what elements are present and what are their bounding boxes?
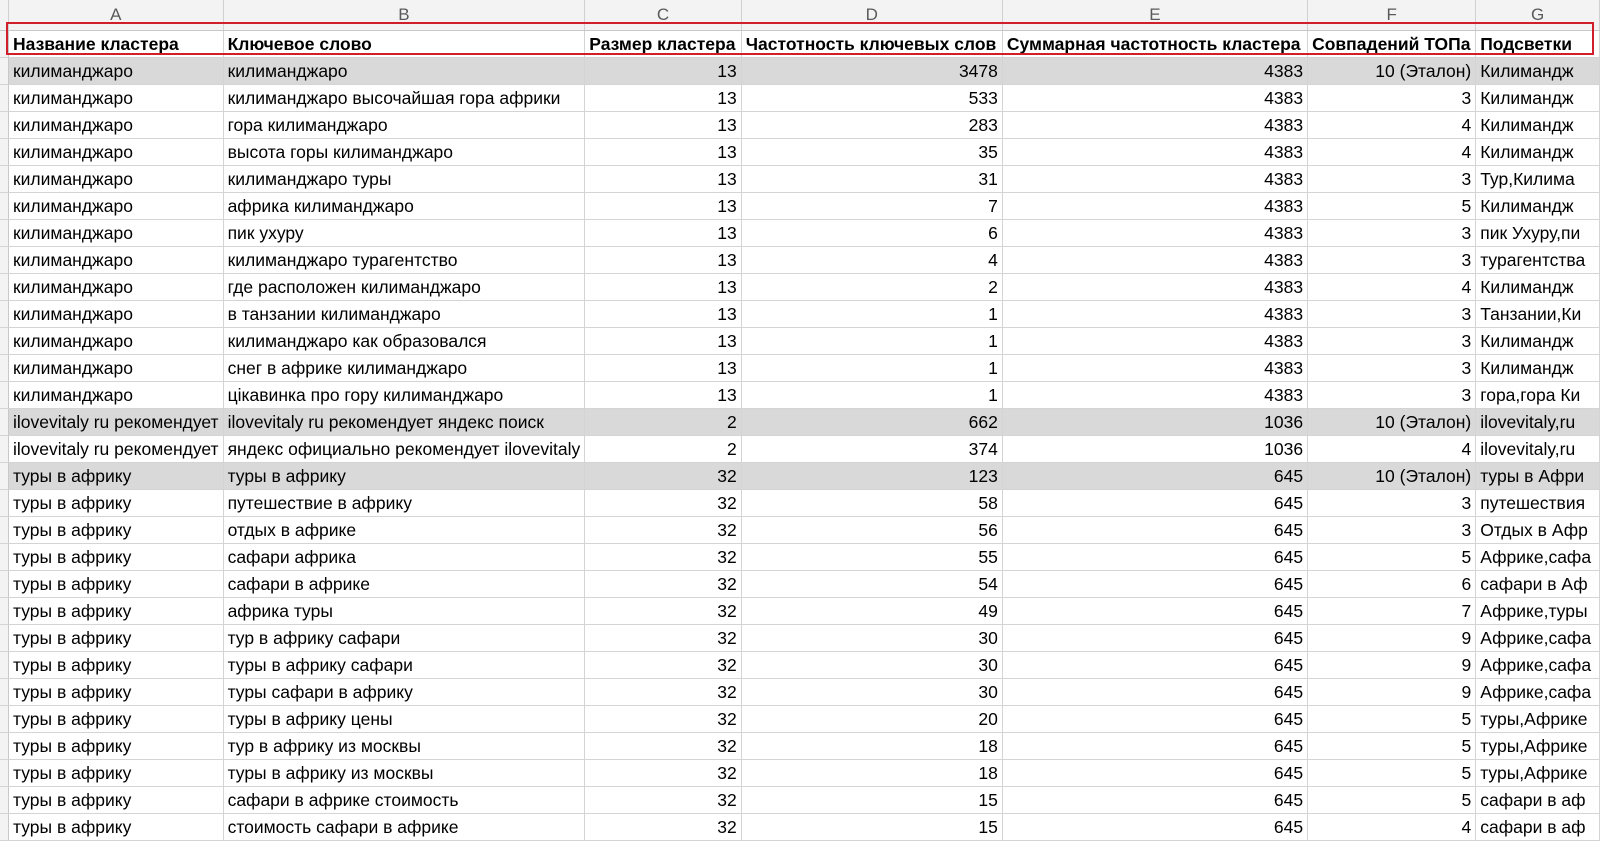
table-cell[interactable]: 4383: [1002, 139, 1307, 166]
table-cell[interactable]: сафари в аф: [1476, 814, 1600, 841]
header-cell[interactable]: Частотность ключевых слов: [741, 31, 1002, 58]
table-row: [0, 760, 1600, 787]
table-cell[interactable]: 3: [1308, 328, 1476, 355]
table-cell[interactable]: 645: [1002, 733, 1307, 760]
table-row: [0, 355, 1600, 382]
table-row: [0, 166, 1600, 193]
table-cell[interactable]: 9: [1308, 625, 1476, 652]
row-number[interactable]: [0, 247, 9, 274]
table-cell[interactable]: 4383: [1002, 193, 1307, 220]
table-cell[interactable]: килиманджаро: [9, 193, 224, 220]
table-cell[interactable]: 645: [1002, 598, 1307, 625]
table-cell[interactable]: килиманджаро туры: [223, 166, 585, 193]
table-row: [0, 544, 1600, 571]
table-cell[interactable]: в танзании килиманджаро: [223, 301, 585, 328]
table-cell[interactable]: африка туры: [223, 598, 585, 625]
table-cell[interactable]: туры в африку: [9, 517, 224, 544]
table-cell[interactable]: килиманджаро: [9, 301, 224, 328]
table-cell[interactable]: 4383: [1002, 382, 1307, 409]
table-cell[interactable]: 3: [1308, 382, 1476, 409]
row-number-header[interactable]: [0, 31, 9, 58]
table-cell[interactable]: туры в африку: [9, 679, 224, 706]
table-cell[interactable]: килиманджаро: [9, 112, 224, 139]
table-cell[interactable]: Африке,сафа: [1476, 652, 1600, 679]
row-number[interactable]: [0, 652, 9, 679]
table-cell[interactable]: 1: [741, 355, 1002, 382]
table-cell[interactable]: килиманджаро: [9, 355, 224, 382]
table-cell[interactable]: туры в африку: [9, 625, 224, 652]
table-cell[interactable]: 13: [585, 139, 741, 166]
table-cell[interactable]: Килимандж: [1476, 328, 1600, 355]
table-cell[interactable]: 30: [741, 679, 1002, 706]
table-cell[interactable]: 10 (Эталон): [1308, 463, 1476, 490]
table-cell[interactable]: 15: [741, 814, 1002, 841]
table-cell[interactable]: 3: [1308, 247, 1476, 274]
table-cell[interactable]: 662: [741, 409, 1002, 436]
column-header-c[interactable]: C: [585, 0, 741, 31]
table-cell[interactable]: Африке,туры: [1476, 598, 1600, 625]
table-cell[interactable]: килиманджаро: [9, 382, 224, 409]
table-cell[interactable]: отдых в африке: [223, 517, 585, 544]
table-cell[interactable]: туры в африку: [9, 706, 224, 733]
table-cell[interactable]: Килимандж: [1476, 58, 1600, 85]
table-cell[interactable]: 1: [741, 382, 1002, 409]
table-cell[interactable]: 645: [1002, 706, 1307, 733]
column-header-d[interactable]: D: [741, 0, 1002, 31]
table-cell[interactable]: 4383: [1002, 301, 1307, 328]
table-cell[interactable]: туры,Африке: [1476, 760, 1600, 787]
table-cell[interactable]: 15: [741, 787, 1002, 814]
table-row: [0, 220, 1600, 247]
table-cell[interactable]: Африке,сафа: [1476, 544, 1600, 571]
table-cell[interactable]: туры в африку: [9, 544, 224, 571]
table-row: [0, 814, 1600, 841]
table-cell[interactable]: стоимость сафари в африке: [223, 814, 585, 841]
table-row: [0, 517, 1600, 544]
table-cell[interactable]: туры в африку: [9, 571, 224, 598]
select-all-corner[interactable]: [0, 0, 9, 31]
table-cell[interactable]: 32: [585, 679, 741, 706]
table-cell[interactable]: 4383: [1002, 274, 1307, 301]
column-header-g[interactable]: G: [1476, 0, 1600, 31]
row-number[interactable]: [0, 625, 9, 652]
table-row: [0, 274, 1600, 301]
table-cell[interactable]: 54: [741, 571, 1002, 598]
table-cell[interactable]: 13: [585, 193, 741, 220]
table-row-etalon: [0, 463, 1600, 490]
table-cell[interactable]: туры в африку: [9, 733, 224, 760]
row-number[interactable]: [0, 706, 9, 733]
table-cell[interactable]: ilovevitaly,ru: [1476, 409, 1600, 436]
table-cell[interactable]: 374: [741, 436, 1002, 463]
table-cell[interactable]: туры в африку: [9, 463, 224, 490]
column-header-f[interactable]: F: [1308, 0, 1476, 31]
table-cell[interactable]: 32: [585, 814, 741, 841]
row-number[interactable]: [0, 760, 9, 787]
header-cell[interactable]: Подсветки: [1476, 31, 1600, 58]
table-cell[interactable]: 283: [741, 112, 1002, 139]
row-number[interactable]: [0, 166, 9, 193]
table-cell[interactable]: путешествие в африку: [223, 490, 585, 517]
table-cell[interactable]: 645: [1002, 571, 1307, 598]
table-cell[interactable]: туры в африку: [223, 463, 585, 490]
table-cell[interactable]: 13: [585, 247, 741, 274]
table-cell[interactable]: цікавинка про гору килиманджаро: [223, 382, 585, 409]
table-cell[interactable]: туры,Африке: [1476, 706, 1600, 733]
row-number[interactable]: [0, 139, 9, 166]
table-cell[interactable]: 58: [741, 490, 1002, 517]
table-row: [0, 247, 1600, 274]
row-number[interactable]: [0, 436, 9, 463]
table-cell[interactable]: туры в африку: [9, 787, 224, 814]
table-cell[interactable]: 30: [741, 625, 1002, 652]
table-cell[interactable]: 18: [741, 733, 1002, 760]
table-cell[interactable]: Килимандж: [1476, 274, 1600, 301]
table-row: [0, 382, 1600, 409]
table-cell[interactable]: гора килиманджаро: [223, 112, 585, 139]
table-cell[interactable]: килиманджаро: [9, 220, 224, 247]
header-cell[interactable]: Размер кластера: [585, 31, 741, 58]
table-row-etalon: [0, 58, 1600, 85]
table-cell[interactable]: 3: [1308, 301, 1476, 328]
table-cell[interactable]: 32: [585, 544, 741, 571]
table-cell[interactable]: 3: [1308, 490, 1476, 517]
table-cell[interactable]: 1: [741, 328, 1002, 355]
table-cell[interactable]: 533: [741, 85, 1002, 112]
table-cell[interactable]: килиманджаро: [9, 85, 224, 112]
table-cell[interactable]: 13: [585, 382, 741, 409]
table-cell[interactable]: пик ухуру: [223, 220, 585, 247]
table-cell[interactable]: килиманджаро как образовался: [223, 328, 585, 355]
table-header-row: [0, 31, 1600, 58]
table-cell[interactable]: килиманджаро высочайшая гора африки: [223, 85, 585, 112]
column-header-e[interactable]: E: [1002, 0, 1307, 31]
table-cell[interactable]: 5: [1308, 733, 1476, 760]
table-cell[interactable]: 32: [585, 625, 741, 652]
table-cell[interactable]: 30: [741, 652, 1002, 679]
table-cell[interactable]: 55: [741, 544, 1002, 571]
row-number[interactable]: [0, 382, 9, 409]
table-cell[interactable]: 3: [1308, 517, 1476, 544]
table-cell[interactable]: тур в африку из москвы: [223, 733, 585, 760]
table-cell[interactable]: 3: [1308, 355, 1476, 382]
table-cell[interactable]: килиманджаро: [9, 58, 224, 85]
table-cell[interactable]: килиманджаро: [9, 166, 224, 193]
row-number[interactable]: [0, 301, 9, 328]
table-cell[interactable]: 10 (Эталон): [1308, 58, 1476, 85]
table-cell[interactable]: ilovevitaly ru рекомендует яндекс поиск: [223, 409, 585, 436]
table-row-etalon: [0, 409, 1600, 436]
table-cell[interactable]: яндекс официально рекомендует ilovevitaly: [223, 436, 585, 463]
table-cell[interactable]: пик Ухуру,пи: [1476, 220, 1600, 247]
table-cell[interactable]: Килимандж: [1476, 85, 1600, 112]
table-cell[interactable]: 13: [585, 328, 741, 355]
table-cell[interactable]: 4: [1308, 139, 1476, 166]
table-cell[interactable]: 10 (Эталон): [1308, 409, 1476, 436]
table-cell[interactable]: 645: [1002, 463, 1307, 490]
table-cell[interactable]: 6: [741, 220, 1002, 247]
table-cell[interactable]: 5: [1308, 760, 1476, 787]
header-cell[interactable]: Ключевое слово: [223, 31, 585, 58]
row-number[interactable]: [0, 274, 9, 301]
table-cell[interactable]: 7: [741, 193, 1002, 220]
table-cell[interactable]: 32: [585, 706, 741, 733]
table-row: [0, 706, 1600, 733]
table-cell[interactable]: 7: [1308, 598, 1476, 625]
table-cell[interactable]: 18: [741, 760, 1002, 787]
table-cell[interactable]: 4383: [1002, 328, 1307, 355]
row-number[interactable]: [0, 679, 9, 706]
row-number[interactable]: [0, 598, 9, 625]
column-letter-bar: [0, 0, 1600, 31]
table-cell[interactable]: 4: [1308, 274, 1476, 301]
table-cell[interactable]: 645: [1002, 544, 1307, 571]
table-cell[interactable]: 13: [585, 220, 741, 247]
table-row: [0, 652, 1600, 679]
table-cell[interactable]: ilovevitaly ru рекомендует: [9, 409, 224, 436]
table-cell[interactable]: 20: [741, 706, 1002, 733]
table-cell[interactable]: туры в африку: [9, 760, 224, 787]
table-cell[interactable]: 13: [585, 112, 741, 139]
table-cell[interactable]: туры в африку цены: [223, 706, 585, 733]
row-number[interactable]: [0, 544, 9, 571]
table-cell[interactable]: 1036: [1002, 409, 1307, 436]
table-cell[interactable]: Килимандж: [1476, 139, 1600, 166]
table-row: [0, 436, 1600, 463]
table-cell[interactable]: 5: [1308, 706, 1476, 733]
header-cell[interactable]: Суммарная частотность кластера: [1002, 31, 1307, 58]
table-cell[interactable]: 13: [585, 355, 741, 382]
table-cell[interactable]: 5: [1308, 193, 1476, 220]
table-cell[interactable]: 4383: [1002, 85, 1307, 112]
table-row: [0, 733, 1600, 760]
table-cell[interactable]: 13: [585, 274, 741, 301]
table-cell[interactable]: 645: [1002, 625, 1307, 652]
table-cell[interactable]: 32: [585, 760, 741, 787]
table-cell[interactable]: Африке,сафа: [1476, 679, 1600, 706]
row-number[interactable]: [0, 85, 9, 112]
table-cell[interactable]: килиманджаро турагентство: [223, 247, 585, 274]
table-cell[interactable]: сафари в Аф: [1476, 571, 1600, 598]
table-cell[interactable]: сафари в аф: [1476, 787, 1600, 814]
table-cell[interactable]: 4383: [1002, 247, 1307, 274]
table-cell[interactable]: туры в африку: [9, 652, 224, 679]
column-header-b[interactable]: B: [223, 0, 585, 31]
row-number[interactable]: [0, 787, 9, 814]
table-row: [0, 139, 1600, 166]
row-number[interactable]: [0, 193, 9, 220]
table-cell[interactable]: 2: [741, 274, 1002, 301]
table-cell[interactable]: 645: [1002, 517, 1307, 544]
row-number[interactable]: [0, 733, 9, 760]
table-cell[interactable]: 32: [585, 787, 741, 814]
table-cell[interactable]: килиманджаро: [9, 247, 224, 274]
table-cell[interactable]: 2: [585, 436, 741, 463]
table-cell[interactable]: килиманджаро: [9, 139, 224, 166]
table-cell[interactable]: Килимандж: [1476, 355, 1600, 382]
table-cell[interactable]: 4: [1308, 436, 1476, 463]
table-cell[interactable]: Африке,сафа: [1476, 625, 1600, 652]
table-row: [0, 301, 1600, 328]
table-cell[interactable]: 3: [1308, 85, 1476, 112]
table-row: [0, 328, 1600, 355]
table-cell[interactable]: 4383: [1002, 58, 1307, 85]
table-row: [0, 112, 1600, 139]
table-cell[interactable]: туры,Африке: [1476, 733, 1600, 760]
table-cell[interactable]: тур в африку сафари: [223, 625, 585, 652]
table-cell[interactable]: гора,гора Ки: [1476, 382, 1600, 409]
table-cell[interactable]: туры в африку: [9, 814, 224, 841]
table-cell[interactable]: 9: [1308, 652, 1476, 679]
table-cell[interactable]: 13: [585, 85, 741, 112]
table-row: [0, 85, 1600, 112]
table-row: [0, 571, 1600, 598]
table-cell[interactable]: 56: [741, 517, 1002, 544]
table-cell[interactable]: 645: [1002, 760, 1307, 787]
row-number[interactable]: [0, 409, 9, 436]
table-cell[interactable]: килиманджаро: [223, 58, 585, 85]
table-row: [0, 625, 1600, 652]
table-cell[interactable]: 49: [741, 598, 1002, 625]
table-cell[interactable]: 5: [1308, 787, 1476, 814]
table-cell[interactable]: 3478: [741, 58, 1002, 85]
table-cell[interactable]: Тур,Килима: [1476, 166, 1600, 193]
table-cell[interactable]: 4383: [1002, 166, 1307, 193]
table-cell[interactable]: 645: [1002, 787, 1307, 814]
table-cell[interactable]: 2: [585, 409, 741, 436]
table-cell[interactable]: сафари африка: [223, 544, 585, 571]
table-cell[interactable]: 645: [1002, 652, 1307, 679]
table-row: [0, 787, 1600, 814]
table-cell[interactable]: 1036: [1002, 436, 1307, 463]
table-cell[interactable]: Отдых в Афр: [1476, 517, 1600, 544]
table-cell[interactable]: ilovevitaly ru рекомендует: [9, 436, 224, 463]
row-number[interactable]: [0, 220, 9, 247]
table-cell[interactable]: 5: [1308, 544, 1476, 571]
table-cell[interactable]: сафари в африке стоимость: [223, 787, 585, 814]
table-cell[interactable]: африка килиманджаро: [223, 193, 585, 220]
column-header-a[interactable]: A: [9, 0, 224, 31]
header-cell[interactable]: Совпадений ТОПа: [1308, 31, 1476, 58]
table-cell[interactable]: 4383: [1002, 112, 1307, 139]
table-cell[interactable]: килиманджаро: [9, 274, 224, 301]
table-cell[interactable]: сафари в африке: [223, 571, 585, 598]
table-cell[interactable]: 31: [741, 166, 1002, 193]
table-cell[interactable]: 4: [1308, 112, 1476, 139]
table-cell[interactable]: туры в африку: [9, 490, 224, 517]
table-cell[interactable]: 645: [1002, 490, 1307, 517]
table-cell[interactable]: 13: [585, 166, 741, 193]
table-cell[interactable]: ilovevitaly,ru: [1476, 436, 1600, 463]
table-cell[interactable]: Танзании,Ки: [1476, 301, 1600, 328]
table-cell[interactable]: турагентства: [1476, 247, 1600, 274]
table-cell[interactable]: 645: [1002, 814, 1307, 841]
row-number[interactable]: [0, 463, 9, 490]
table-cell[interactable]: туры в африку из москвы: [223, 760, 585, 787]
table-cell[interactable]: 123: [741, 463, 1002, 490]
table-cell[interactable]: 32: [585, 598, 741, 625]
table-cell[interactable]: 4: [1308, 814, 1476, 841]
table-cell[interactable]: туры в африку: [9, 598, 224, 625]
table-cell[interactable]: 32: [585, 463, 741, 490]
table-row: [0, 193, 1600, 220]
header-cell[interactable]: Название кластера: [9, 31, 224, 58]
table-cell[interactable]: 1: [741, 301, 1002, 328]
table-cell[interactable]: Килимандж: [1476, 193, 1600, 220]
table-cell[interactable]: 13: [585, 58, 741, 85]
table-cell[interactable]: 4383: [1002, 355, 1307, 382]
table-cell[interactable]: 32: [585, 652, 741, 679]
table-cell[interactable]: 4383: [1002, 220, 1307, 247]
row-number[interactable]: [0, 814, 9, 841]
table-cell[interactable]: 3: [1308, 166, 1476, 193]
table-row: [0, 598, 1600, 625]
table-cell[interactable]: туры в африку сафари: [223, 652, 585, 679]
row-number[interactable]: [0, 571, 9, 598]
table-cell[interactable]: 13: [585, 301, 741, 328]
table-cell[interactable]: 35: [741, 139, 1002, 166]
row-number[interactable]: [0, 112, 9, 139]
row-number[interactable]: [0, 328, 9, 355]
table-cell[interactable]: 32: [585, 733, 741, 760]
row-number[interactable]: [0, 517, 9, 544]
table-row: [0, 490, 1600, 517]
table-cell[interactable]: 4: [741, 247, 1002, 274]
table-cell[interactable]: туры сафари в африку: [223, 679, 585, 706]
table-cell[interactable]: высота горы килиманджаро: [223, 139, 585, 166]
table-cell[interactable]: 9: [1308, 679, 1476, 706]
row-number[interactable]: [0, 355, 9, 382]
table-cell[interactable]: туры в Афри: [1476, 463, 1600, 490]
table-cell[interactable]: путешествия: [1476, 490, 1600, 517]
table-cell[interactable]: снег в африке килиманджаро: [223, 355, 585, 382]
table-cell[interactable]: Килимандж: [1476, 112, 1600, 139]
table-row: [0, 679, 1600, 706]
table-cell[interactable]: где расположен килиманджаро: [223, 274, 585, 301]
table-cell[interactable]: 3: [1308, 220, 1476, 247]
table-cell[interactable]: килиманджаро: [9, 328, 224, 355]
table-cell[interactable]: 32: [585, 517, 741, 544]
table-cell[interactable]: 6: [1308, 571, 1476, 598]
table-cell[interactable]: 32: [585, 490, 741, 517]
row-number[interactable]: [0, 490, 9, 517]
table-cell[interactable]: 32: [585, 571, 741, 598]
row-number[interactable]: [0, 58, 9, 85]
table-cell[interactable]: 645: [1002, 679, 1307, 706]
